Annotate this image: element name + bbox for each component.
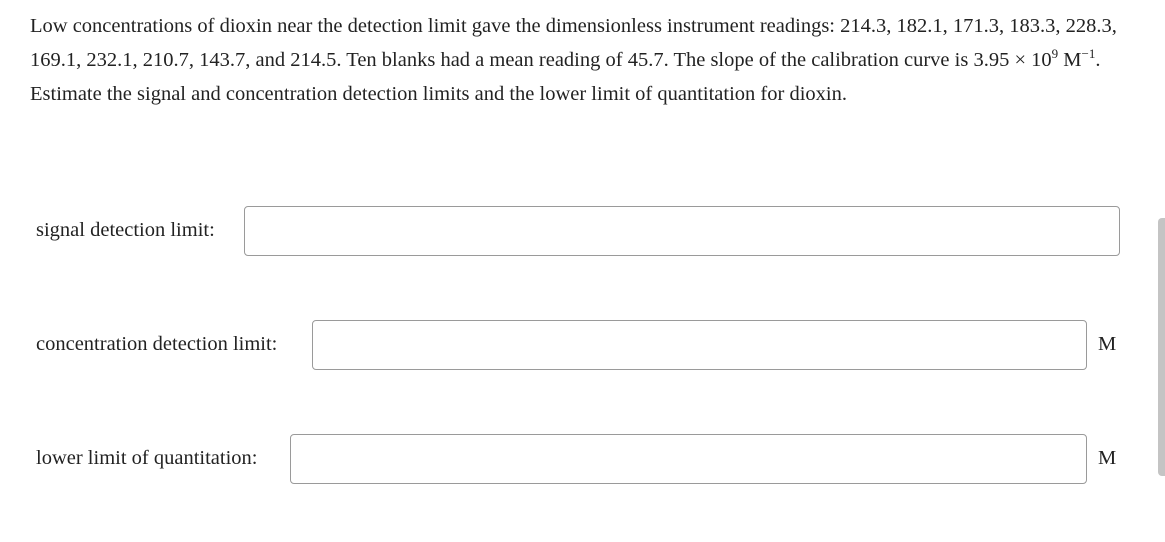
concentration-detection-limit-row xyxy=(36,333,277,356)
concentration-unit: M xyxy=(1098,333,1117,355)
question-text-part-2: M xyxy=(1058,49,1082,71)
exponent-9: 9 xyxy=(1051,46,1059,61)
concentration-detection-limit-input[interactable] xyxy=(312,320,1087,370)
lower-limit-of-quantitation-label: lower limit of quantitation: xyxy=(36,447,258,469)
lower-limit-of-quantitation-input[interactable] xyxy=(290,434,1087,484)
concentration-detection-limit-label: concentration detection limit: xyxy=(36,333,278,355)
quantitation-unit: M xyxy=(1098,447,1117,469)
question-text-part-1: Low concentrations of dioxin near the detection limit gave the dimensionless instrument readings: 214.3, 182.1, 171.3, 183.3, 228.3, 169.1, 232.1, 210.7, 143.7, and 214.5. Ten blanks had a mean reading of 45.7. The slope of the calibration curve is 3.95 × 10 xyxy=(30,15,1117,71)
question-text-part-3: . Estimate the signal and concentration detection limits and the lower limit of quantitation for dioxin. xyxy=(30,49,1101,105)
scrollbar[interactable] xyxy=(1158,218,1165,476)
lower-limit-of-quantitation-row xyxy=(36,447,257,470)
signal-detection-limit-label: signal detection limit: xyxy=(36,219,215,241)
question-text xyxy=(30,9,1135,111)
exponent-minus-1: −1 xyxy=(1081,46,1096,61)
signal-detection-limit-input[interactable] xyxy=(244,206,1120,256)
signal-detection-limit-row xyxy=(36,219,215,242)
